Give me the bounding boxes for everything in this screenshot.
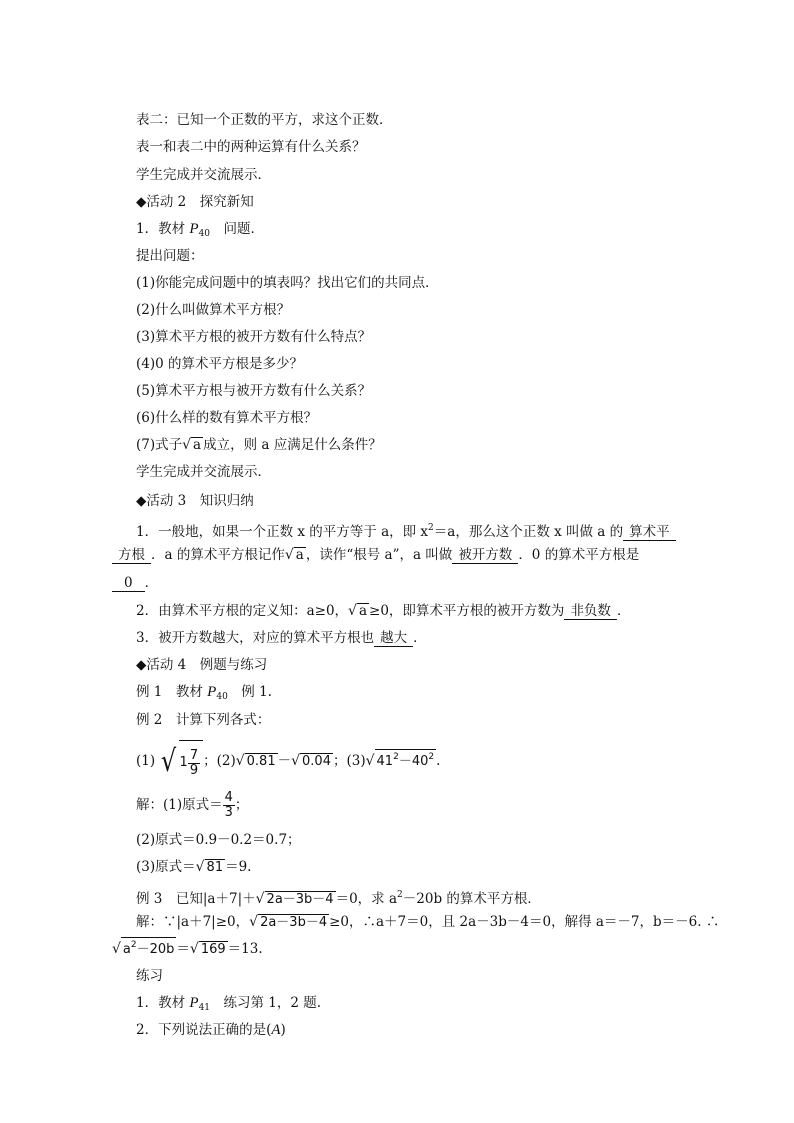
text-line: 1．教材 $P_{40}$ 问题． bbox=[136, 221, 265, 239]
question-item: (3)算术平方根的被开方数有什么特点？ bbox=[136, 329, 372, 345]
answer-blank: 0 bbox=[112, 575, 145, 592]
sqrt-expression: √ a bbox=[182, 437, 202, 453]
example-line: 例 1 教材 $P_{40}$ 例 1. bbox=[136, 684, 272, 702]
sqrt-expression: √ a bbox=[284, 547, 304, 563]
example-line: 例 2 计算下列各式： bbox=[136, 712, 271, 728]
text-line: 0 ． bbox=[112, 573, 158, 593]
answer-blank: 算术平 bbox=[623, 524, 676, 541]
question-item: (4)0 的算术平方根是多少？ bbox=[136, 356, 304, 372]
section-heading: ◆活动 3 知识归纳 bbox=[136, 493, 254, 509]
text-line: 方根 ．a 的算术平方根记作√ a ，读作“根号 a”，a 叫做 被开方数 ．0 的算术平方根是 bbox=[112, 545, 639, 565]
section-heading: ◆活动 4 例题与练习 bbox=[136, 657, 268, 673]
answer-blank: 越大 bbox=[374, 630, 413, 647]
question-item: (1)你能完成问题中的填表吗？找出它们的共同点． bbox=[136, 275, 439, 291]
section-heading: ◆活动 2 探究新知 bbox=[136, 194, 254, 210]
answer-blank: 方根 bbox=[112, 547, 151, 564]
question-item: (6)什么样的数有算术平方根？ bbox=[136, 410, 318, 426]
text-line: 2．由算术平方根的定义知：a≥0，√ a ≥0，即算术平方根的被开方数为 非负数 ． bbox=[136, 603, 631, 619]
exercise-line: 1．教材 $P_{41}$ 练习第 1，2 题. bbox=[136, 995, 322, 1013]
text-line: 表二：已知一个正数的平方，求这个正数． bbox=[136, 112, 393, 128]
section-heading: 练习 bbox=[136, 968, 163, 984]
text-line: 学生完成并交流展示． bbox=[136, 464, 271, 480]
answer-blank: 非负数 bbox=[564, 603, 617, 620]
question-item: (2)什么叫做算术平方根？ bbox=[136, 302, 291, 318]
answer-blank: 被开方数 bbox=[452, 547, 518, 564]
text-line: 表一和表二中的两种运算有什么关系？ bbox=[136, 139, 366, 155]
solution-line: (2)原式＝0.9－0.2＝0.7； bbox=[136, 832, 301, 848]
question-item: (5)算术平方根与被开方数有什么关系？ bbox=[136, 383, 372, 399]
math-expression-line: (1) √ 1 $\frac{7}{9}$ ；(2)√ 0.81 －√ 0.04 ；(3)√ $41^2-40^2$ . bbox=[136, 740, 440, 783]
text-line: 3．被开方数越大，对应的算术平方根也 越大 ． bbox=[136, 630, 427, 646]
text-line: 1．一般地，如果一个正数 x 的平方等于 a，即 $x^2=a$，那么这个正数 x 叫做 a 的 算术平 bbox=[136, 518, 676, 542]
text-line: 提出问题： bbox=[136, 248, 204, 264]
exercise-line: 2．下列说法正确的是(A) bbox=[136, 1022, 286, 1038]
solution-line: 解：(1)原式＝ $\frac{4}{3}$ ； bbox=[136, 790, 249, 820]
text-line: 学生完成并交流展示． bbox=[136, 167, 271, 183]
solution-line: (3)原式＝√ 81 ＝9. bbox=[136, 859, 252, 875]
example-line: 例 3 已知|a＋7|＋√ 2a－3b－4 ＝0，求 $a^2-20b$ 的算术平方根． bbox=[136, 890, 541, 907]
question-item: (7)式子√ a 成立，则 a 应满足什么条件？ bbox=[136, 437, 382, 453]
fraction: $\frac{4}{3}$ bbox=[224, 790, 233, 820]
solution-line: 解：∵|a＋7|≥0，√ 2a－3b－4 ≥0，∴a＋7＝0，且 2a－3b－4＝0，解得 a＝－7，b＝－6. ∴ bbox=[136, 914, 720, 930]
sqrt-mixed-fraction: √ 1 $\frac{7}{9}$ bbox=[159, 740, 203, 783]
solution-line: √ $a^2-20b$ ＝√ 169 ＝13. bbox=[112, 937, 263, 959]
sqrt-expression: √ a bbox=[348, 603, 368, 619]
